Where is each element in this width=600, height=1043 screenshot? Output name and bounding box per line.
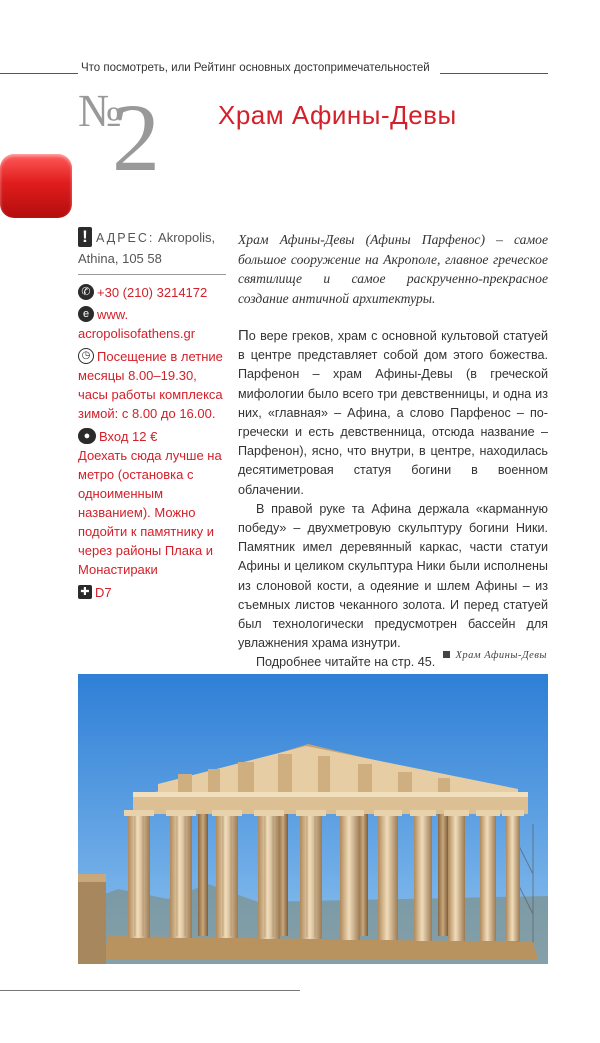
map-ref-block [78, 583, 226, 602]
address-label: АДРЕС: [96, 231, 155, 245]
info-sidebar [78, 228, 226, 602]
phone-number[interactable]: +30 (210) 3214172 [97, 284, 208, 300]
directions-block [78, 446, 226, 579]
opening-hours: Посещение в летние месяцы 8.00–19.30, часы работы комплекса зимой: с 8.00 до 16.00. [78, 348, 223, 421]
fee-block [78, 427, 226, 446]
directions-text: Доехать сюда лучше на метро (остановка с одноименным названием). Можно подойти к памятнику и через районы Плака и Монастираки [78, 447, 222, 577]
website-block [78, 305, 226, 343]
body-paragraph-1-text: о вере греков, храм с основной культовой статуей в центре представляет собой дом этого божества. Парфенон – храм Афины-Девы (в греческой мифологии было всего три девственницы, и одна из них, «главная» – Афина, а слово Парфенос – по-гречески и есть девственница, отсюда название – Парфенон), ясно, что внутри, в центре, находилась десятиметровая статуя богини в военном облачении. [238, 329, 548, 497]
header-rule-right [440, 73, 548, 74]
page-title: Храм Афины-Девы [218, 100, 457, 130]
red-page-tab [0, 154, 72, 218]
ticket-icon: ● [78, 428, 96, 444]
parthenon-illustration [78, 674, 548, 964]
website-prefix[interactable]: www. [97, 306, 129, 322]
parthenon-photo [78, 674, 548, 964]
entry-number-sign: № [78, 85, 122, 136]
address-block [78, 228, 226, 268]
clock-icon: ◷ [78, 348, 94, 364]
address-value: Akropolis, Athina, 105 58 [78, 230, 216, 266]
caption-marker [443, 651, 450, 658]
body-paragraph-1 [238, 326, 548, 500]
body-paragraph-3: Подробнее читайте на стр. 45. [256, 655, 436, 670]
photo-caption-text: Храм Афины-Девы [455, 650, 547, 661]
article-body [238, 230, 548, 673]
photo-caption [443, 650, 547, 661]
exclamation-icon: ! [78, 227, 92, 247]
section-title: Что посмотреть, или Рейтинг основных достопримечательностей [78, 62, 433, 74]
sidebar-divider [78, 274, 226, 275]
entry-fee: Вход 12 € [99, 428, 158, 444]
body-paragraph-2: В правой руке та Афина держала «карманную победу» – двухметровую скульптуру богини Ники. Памятник имел деревянный каркас, части статуи Афины и целиком скульптура Ники были исполнены из слоновой кости, а одеяние и шлем Афины – из съемных листов чеканного золота. И перед статуей был технологически предусмотрен бассейн для увлажнения храма изнутри. [238, 501, 548, 651]
lead-paragraph: Храм Афины-Девы (Афины Парфенос) – самое большое сооружение на Акрополе, главное греческое святилище и самое раскрученно-прекрасное создание античной архитектуры. [238, 232, 548, 306]
drop-cap: П [238, 327, 249, 344]
footer-rule [0, 990, 300, 991]
header-rule-left [0, 73, 80, 74]
map-reference: D7 [95, 584, 112, 600]
phone-block [78, 283, 226, 302]
website-link[interactable]: acropolisofathens.gr [78, 325, 196, 341]
hours-block [78, 347, 226, 423]
entry-number: 2 [112, 84, 160, 191]
web-icon: e [78, 306, 94, 322]
phone-icon: ✆ [78, 284, 94, 300]
map-grid-icon: ✚ [78, 585, 92, 599]
